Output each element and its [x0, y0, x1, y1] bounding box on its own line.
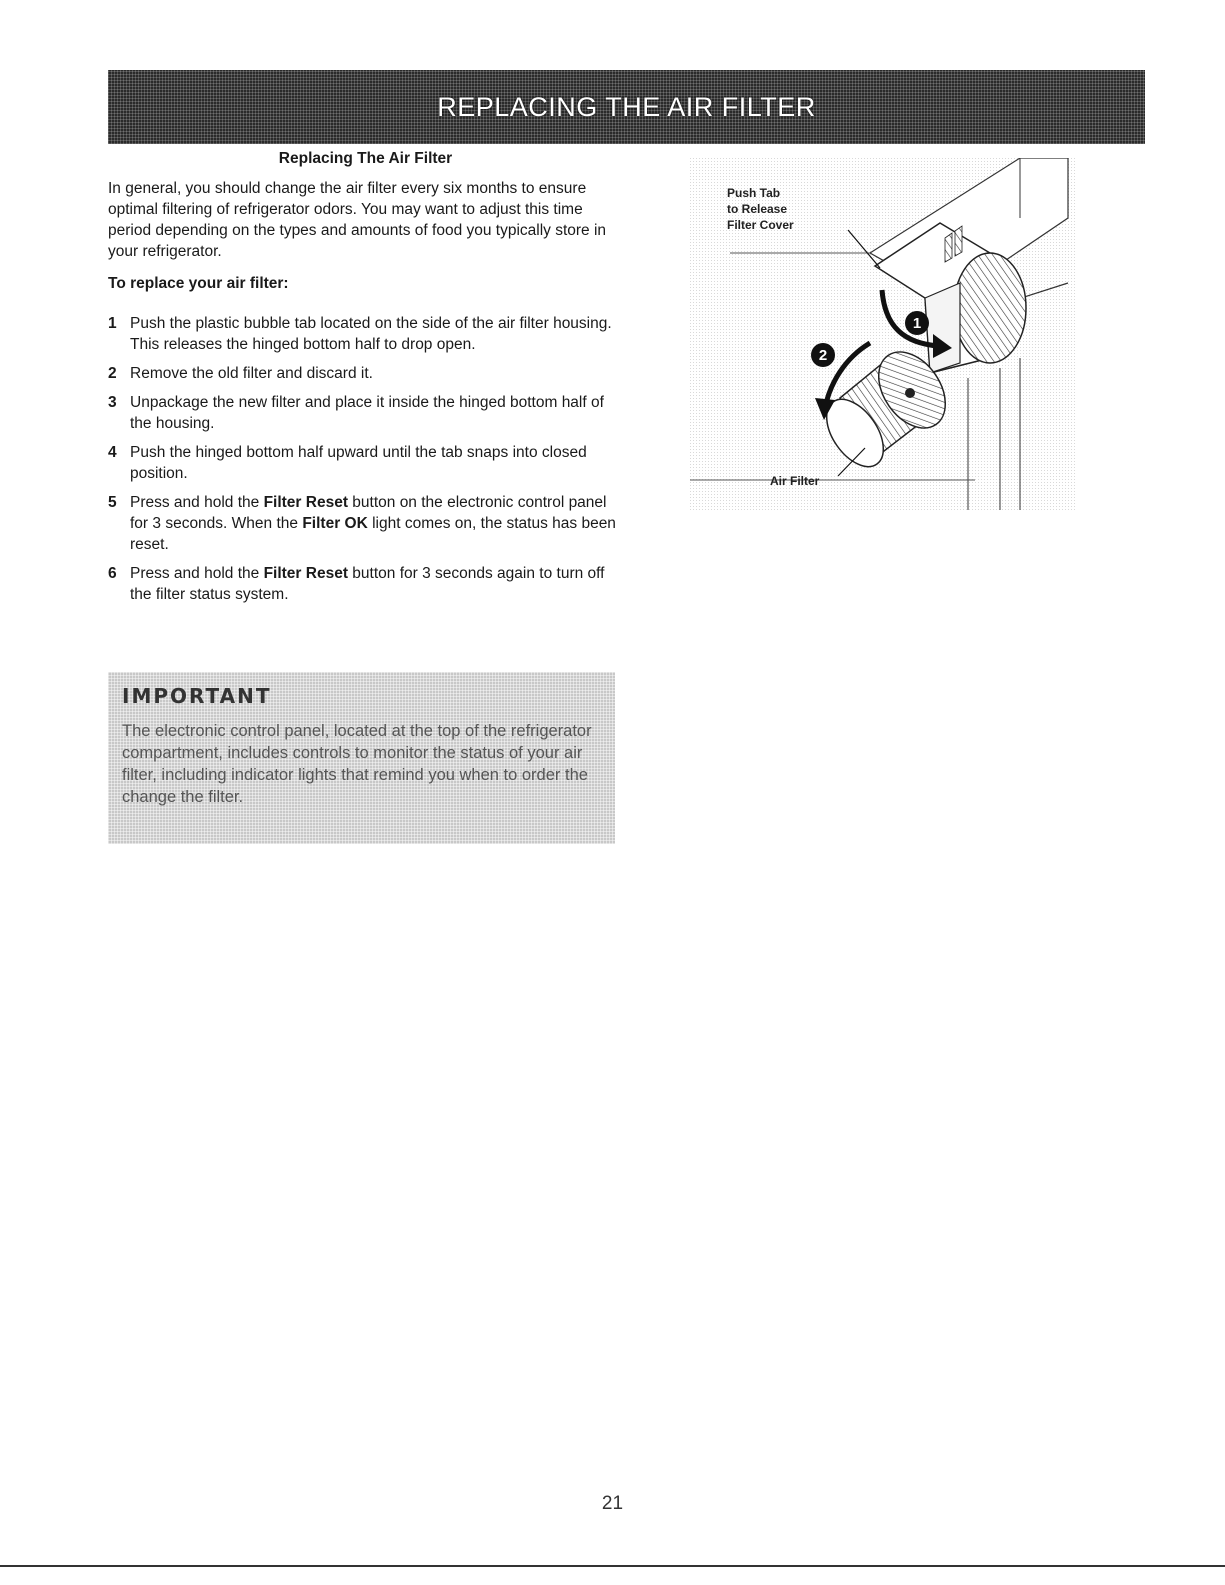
step-6: [108, 563, 623, 605]
filter-hub: [905, 388, 915, 398]
step-number: 2: [108, 365, 117, 382]
air-filter-illustration: [690, 158, 1075, 516]
step-text: Unpackage the new filter and place it inside the hinged bottom half of the housing.: [130, 394, 604, 432]
important-text: The electronic control panel, located at the top of the refrigerator compartment, includes controls to monitor the status of your air filter, including indicator lights that remind you when to order the change the filter.: [122, 722, 592, 806]
step-text: Push the hinged bottom half upward until the tab snaps into closed position.: [130, 444, 587, 482]
callout-2-label: 2: [818, 347, 828, 364]
step-1: [108, 313, 623, 355]
step-number: 4: [108, 444, 117, 461]
step-text: [130, 492, 623, 555]
housing-door: [925, 283, 960, 373]
page-number: 21: [601, 1493, 624, 1514]
step-text: [130, 563, 623, 605]
filter-ok-term: Filter OK: [302, 515, 368, 532]
step-number: 6: [108, 565, 117, 582]
step-3: [108, 392, 623, 434]
filter-reset-term: Filter Reset: [263, 494, 348, 511]
air-filter-label: Air Filter: [770, 474, 820, 488]
steps-list: [108, 313, 623, 605]
section-banner: [108, 70, 1145, 144]
step-4: [108, 442, 623, 484]
step-number: 5: [108, 494, 117, 511]
step-number: 3: [108, 394, 117, 411]
step-text-part: light comes on, the status has been reset.: [130, 515, 616, 553]
step-5: [108, 492, 623, 555]
step-text-part: Press and hold the: [130, 494, 264, 511]
step-text: Push the plastic bubble tab located on the side of the air filter housing. This releases the hinged bottom half to drop open.: [130, 315, 612, 353]
step-text-part: button for 3 seconds again to turn off the filter status system.: [130, 565, 605, 603]
filter-reset-term: Filter Reset: [263, 565, 348, 582]
bottom-rule: [0, 1565, 1225, 1567]
important-title: IMPORTANT: [122, 684, 272, 708]
important-box: [108, 672, 615, 844]
step-number: 1: [108, 315, 117, 332]
push-tab-label-line3: Filter Cover: [727, 218, 794, 232]
step-text: Remove the old filter and discard it.: [130, 365, 373, 382]
banner-title: REPLACING THE AIR FILTER: [437, 91, 816, 122]
callout-1-label: 1: [912, 315, 922, 332]
push-tab-label-line1: Push Tab: [727, 186, 781, 200]
illustration-svg: [690, 158, 1075, 516]
list-heading: To replace your air filter:: [108, 275, 289, 292]
housing-end-cap: [954, 253, 1026, 363]
intro-paragraph: In general, you should change the air filter every six months to ensure optimal filtering of refrigerator odors. You may want to adjust this time period depending on the types and amounts of food you typically store in your refrigerator.: [108, 180, 607, 260]
step-text-part: Press and hold the: [130, 565, 264, 582]
section-title: Replacing The Air Filter: [278, 150, 453, 167]
push-tab-label-line2: to Release: [727, 202, 788, 216]
step-2: [108, 363, 623, 384]
step-text-part: button on the electronic control panel for 3 seconds. When the: [130, 494, 607, 532]
main-content: [108, 150, 623, 613]
